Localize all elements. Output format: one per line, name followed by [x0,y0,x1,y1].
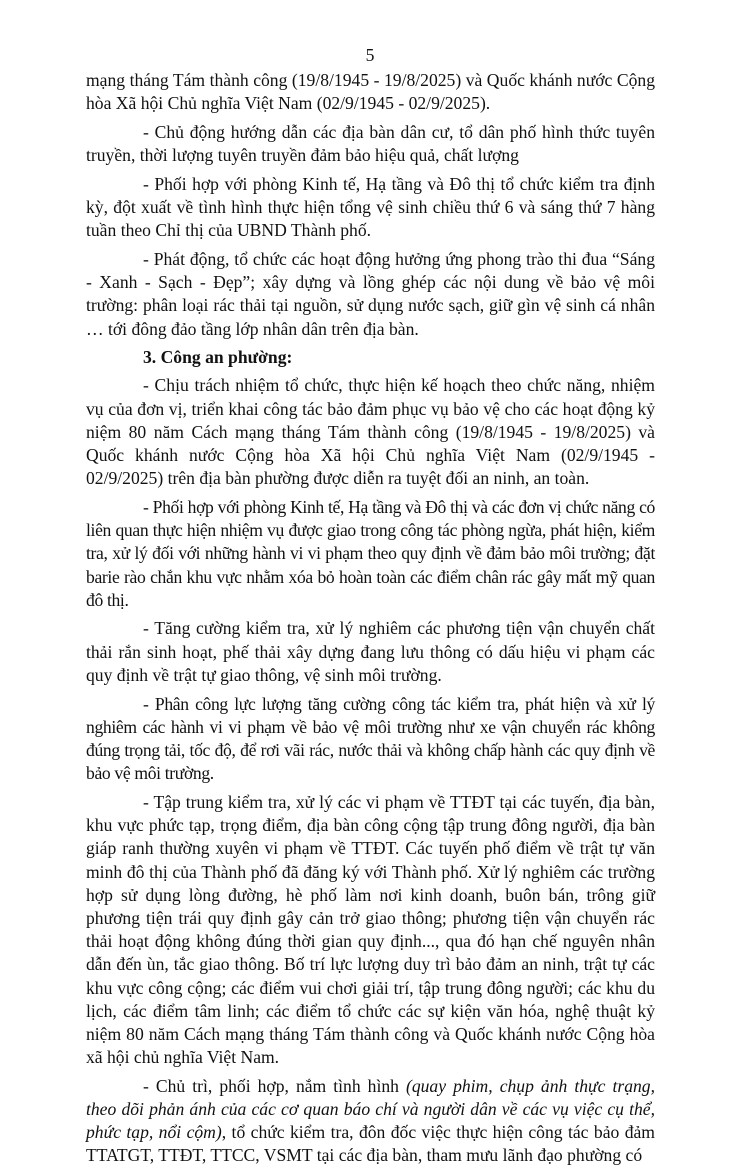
paragraph-3: - Phối hợp với phòng Kinh tế, Hạ tầng và Đô thị tổ chức kiểm tra định kỳ, đột xuất về tình hình thực hiện tổng vệ sinh chiều thứ 6 và sáng thứ 7 hàng tuần theo Chỉ thị của UBND Thành phố. [86,173,655,241]
paragraph-9: - Tập trung kiểm tra, xử lý các vi phạm về TTĐT tại các tuyến, địa bàn, khu vực phức tạp, trọng điểm, địa bàn công cộng tập trung đông người, địa bàn giáp ranh thường xuyên vi phạm về TTĐT. Các tuyến phố điểm về trật tự văn minh đô thị của Thành phố đã đăng ký với Thành phố. Xử lý nghiêm các trường hợp sử dụng lòng đường, hè phố làm nơi kinh doanh, buôn bán, trông giữ phương tiện trái quy định gây cản trở giao thông; phương tiện vận chuyển rác thải hoạt động không đúng thời gian quy định..., qua đó hạn chế nguyên nhân dẫn đến ùn, tắc giao thông. Bố trí lực lượng duy trì bảo đảm an ninh, trật tự các khu vực công cộng; các điểm vui chơi giải trí, tập trung đông người; các khu du lịch, các điểm tâm linh; các điểm tổ chức các sự kiện văn hóa, nghệ thuật kỷ niệm 80 năm Cách mạng tháng Tám thành công và Quốc khánh nước Cộng hòa xã hội chủ nghĩa Việt Nam. [86,791,655,1068]
paragraph-10-italic: (quay phim, chụp ảnh thực trạng, theo dõi phản ánh của các cơ quan báo chí và người dân về các vụ việc cụ thể, phức tạp, nổi cộm) [86,1075,655,1143]
paragraph-10-end: , tổ chức kiểm tra, đôn đốc việc thực hiện công tác bảo đảm TTATGT, TTĐT, TTCC, VSMT tại các địa bàn, tham mưu lãnh đạo phường có [86,1122,655,1166]
paragraph-6: - Phối hợp với phòng Kinh tế, Hạ tầng và Đô thị và các đơn vị chức năng có liên quan thực hiện nhiệm vụ được giao trong công tác phòng ngừa, phát hiện, kiểm tra, xử lý đối với những hành vi vi phạm theo quy định về đảm bảo môi trường; đặt barie rào chắn khu vực nhằm xóa bỏ hoàn toàn các điểm chân rác gây mất mỹ quan đô thị. [86,496,655,610]
paragraph-1: mạng tháng Tám thành công (19/8/1945 - 19/8/2025) và Quốc khánh nước Cộng hòa Xã hội Chủ nghĩa Việt Nam (02/9/1945 - 02/9/2025). [86,70,655,114]
page-number: 5 [365,45,375,65]
paragraph-2: - Chủ động hướng dẫn các địa bàn dân cư, tổ dân phố hình thức tuyên truyền, thời lượng tuyên truyền đảm bảo hiệu quả, chất lượng [86,121,655,166]
section-heading: 3. Công an phường: [143,347,293,368]
paragraph-4: - Phát động, tổ chức các hoạt động hưởng ứng phong trào thi đua “Sáng - Xanh - Sạch - Đẹp”; xây dựng và lồng ghép các nội dung về bảo vệ môi trường: phân loại rác thải tại nguồn, sử dụng nước sạch, giữ gìn vệ sinh cá nhân … tới đông đảo tầng lớp nhân dân trên địa bàn. [86,248,655,339]
document-body [86,69,655,1173]
paragraph-8: - Phân công lực lượng tăng cường công tác kiểm tra, phát hiện và xử lý nghiêm các hành vi vi phạm về bảo vệ môi trường như xe vận chuyển rác không đúng trọng tải, tốc độ, để rơi vãi rác, nước thải và không chấp hành các quy định về bảo vệ môi trường. [86,693,655,784]
paragraph-10 [86,1075,655,1168]
paragraph-7: - Tăng cường kiểm tra, xử lý nghiêm các phương tiện vận chuyển chất thải rắn sinh hoạt, phế thải xây dựng đang lưu thông có dấu hiệu vi phạm các quy định về trật tự giao thông, vệ sinh môi trường. [86,618,655,685]
paragraph-10-start: - Chủ trì, phối hợp, nắm tình hình [143,1075,406,1096]
paragraph-5: - Chịu trách nhiệm tổ chức, thực hiện kế hoạch theo chức năng, nhiệm vụ của đơn vị, triển khai công tác bảo đảm phục vụ bảo vệ cho các hoạt động kỷ niệm 80 năm Cách mạng tháng Tám thành công (19/8/1945 - 19/8/2025) và Quốc khánh nước Cộng hòa Xã hội Chủ nghĩa Việt Nam (02/9/1945 - 02/9/2025) trên địa bàn phường được diễn ra tuyệt đối an ninh, an toàn. [86,375,655,489]
